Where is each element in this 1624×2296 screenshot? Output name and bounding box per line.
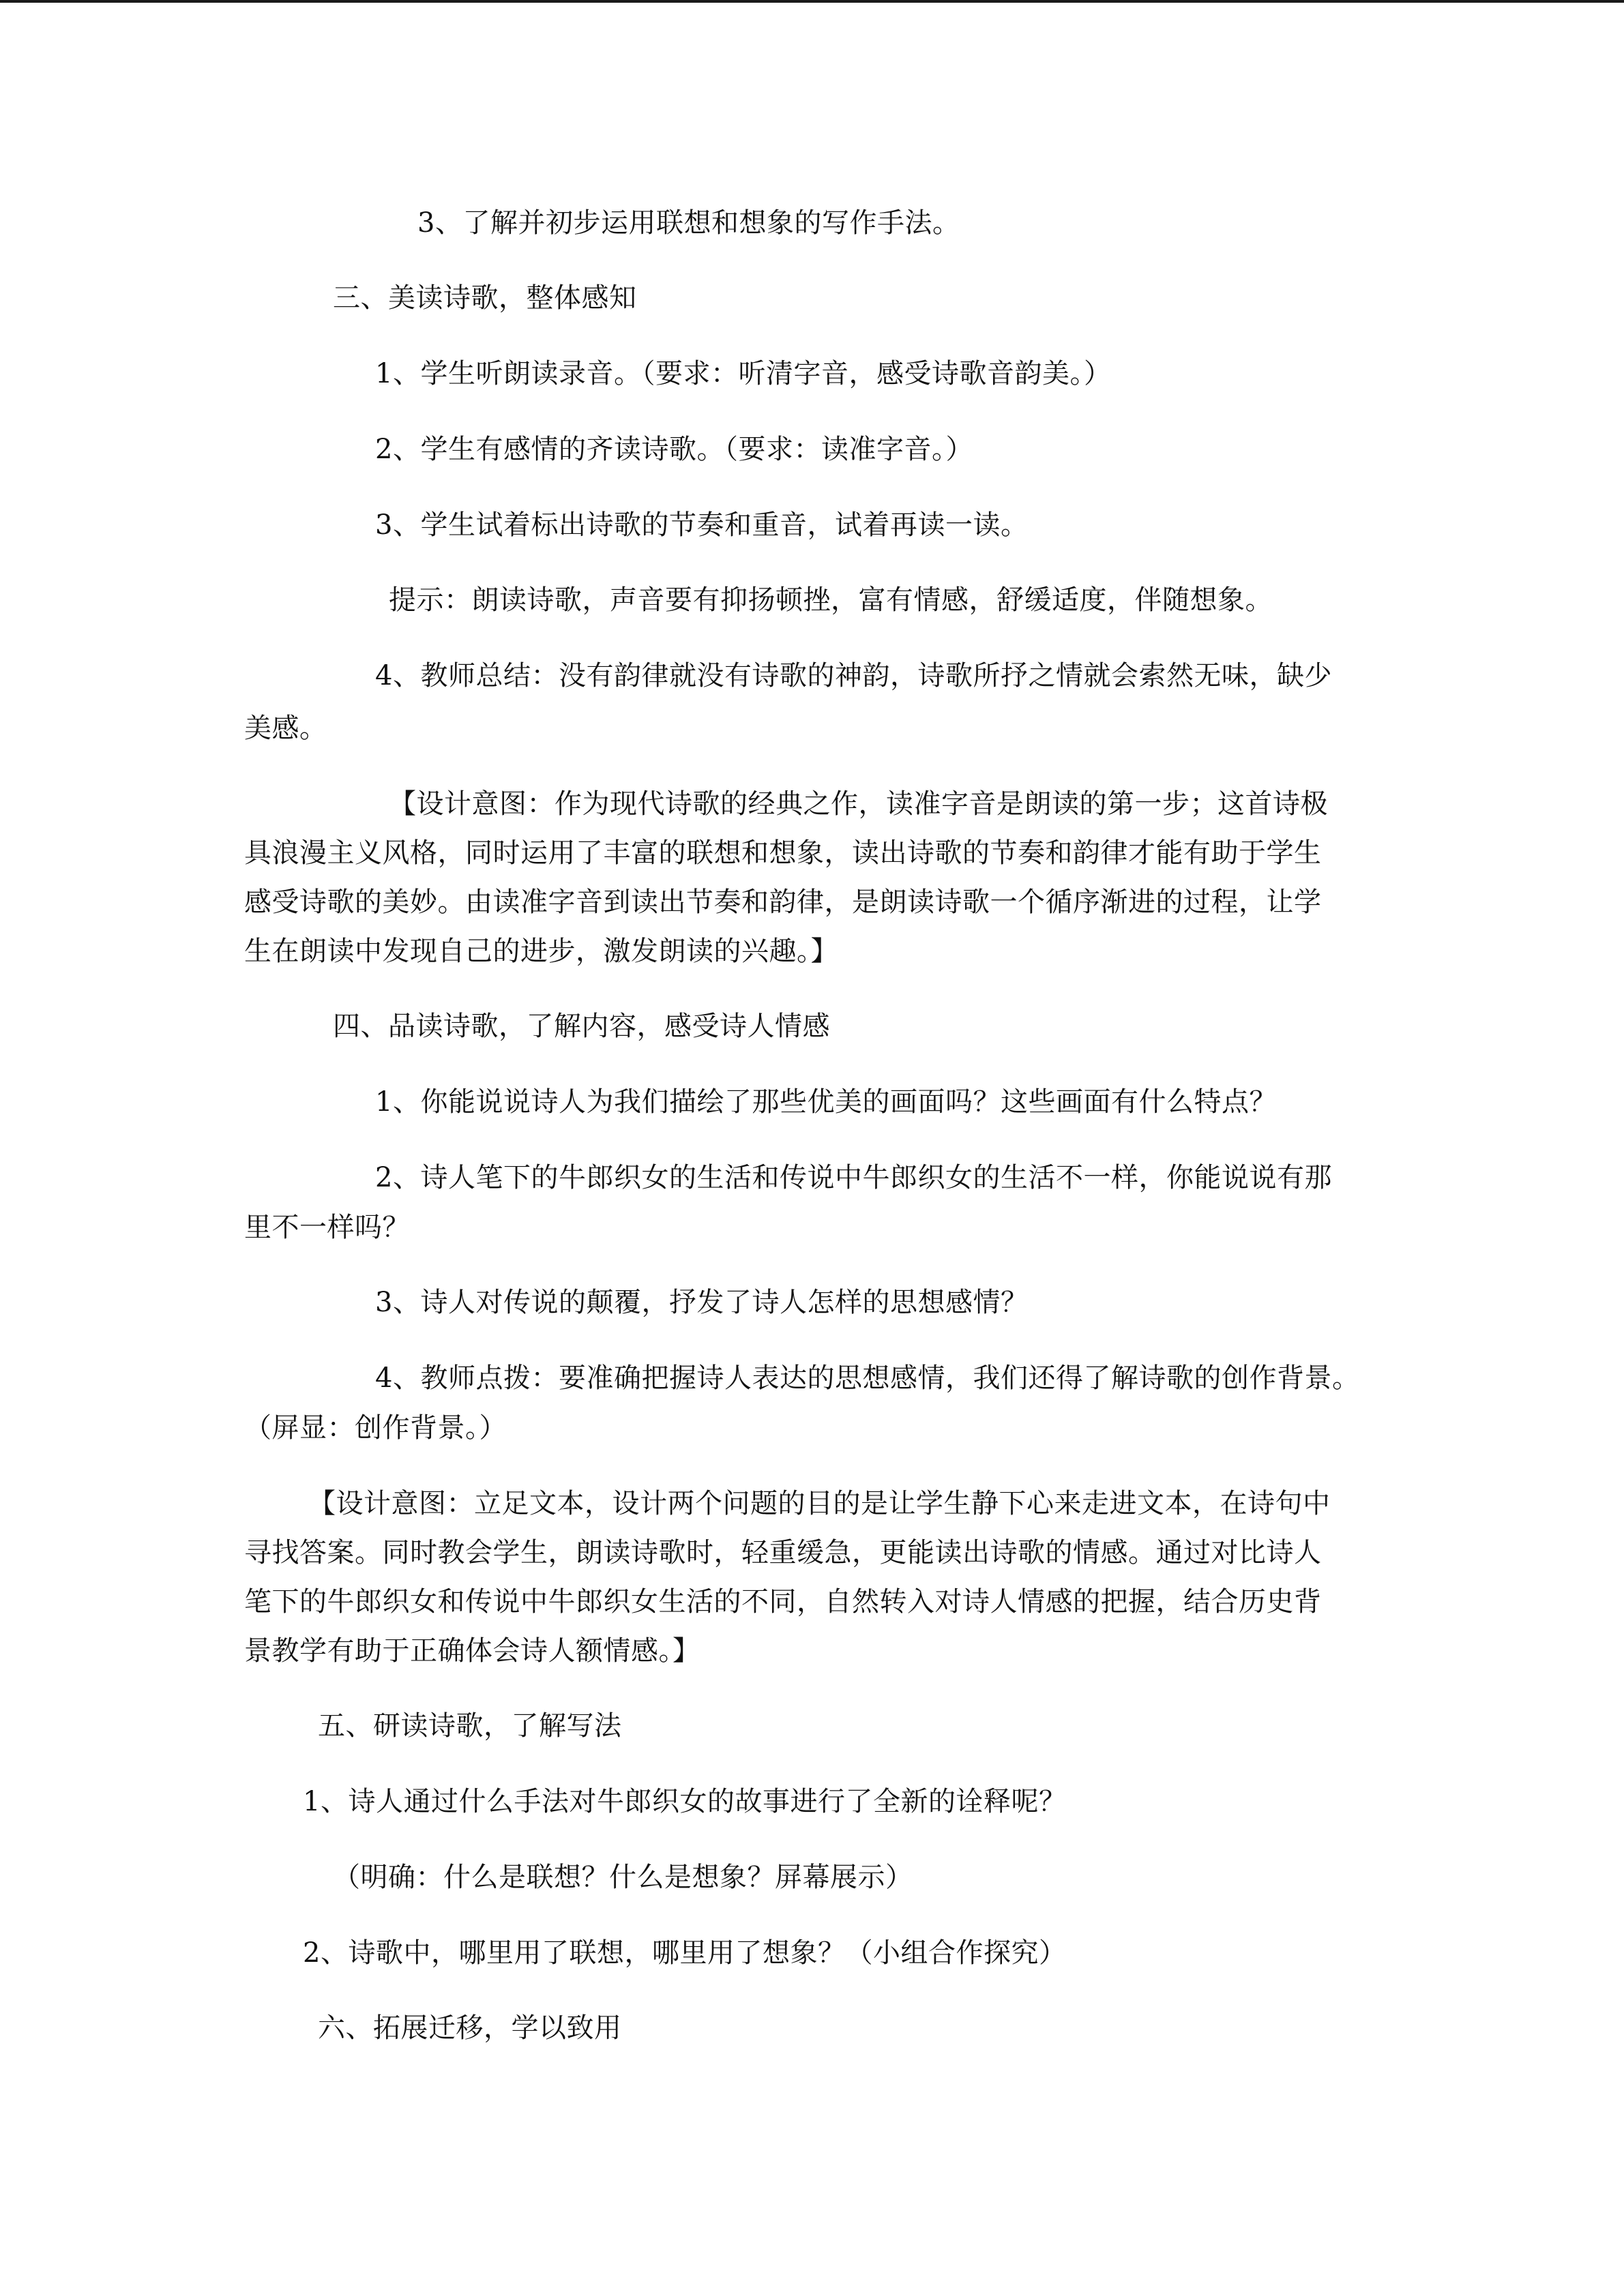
question-1: 1、你能说说诗人为我们描绘了那些优美的画面吗？这些画面有什么特点？ xyxy=(375,1086,1277,1118)
step-3-rhythm: 3、学生试着标出诗歌的节奏和重音，试着再读一读。 xyxy=(375,509,1029,541)
question-2-line-2: 里不一样吗？ xyxy=(244,1212,410,1243)
page-top-border xyxy=(0,0,1624,3)
design-intent-2-line-1: 【设计意图：立足文本，设计两个问题的目的是让学生静下心来走进文本，在诗句中 xyxy=(308,1488,1331,1519)
reading-tip: 提示：朗读诗歌，声音要有抑扬顿挫，富有情感，舒缓适度，伴随想象。 xyxy=(389,584,1273,616)
section-heading-3: 三、美读诗歌，整体感知 xyxy=(333,282,637,314)
teacher-guide-line-2: （屏显：创作背景。） xyxy=(244,1412,507,1444)
section-heading-6: 六、拓展迁移，学以致用 xyxy=(318,2012,622,2044)
design-intent-1-line-4: 生在朗读中发现自己的进步，激发朗读的兴趣。】 xyxy=(244,936,838,967)
question-2-line-1: 2、诗人笔下的牛郎织女的生活和传说中牛郎织女的生活不一样，你能说说有那 xyxy=(375,1162,1332,1193)
study-note: （明确：什么是联想？什么是想象？屏幕展示） xyxy=(333,1862,913,1893)
design-intent-1-line-3: 感受诗歌的美妙。由读准字音到读出节奏和韵律，是朗读诗歌一个循序渐进的过程，让学 xyxy=(244,886,1322,918)
objective-3: 3、了解并初步运用联想和想象的写作手法。 xyxy=(417,207,960,239)
step-2-read: 2、学生有感情的齐读诗歌。（要求：读准字音。） xyxy=(375,434,973,465)
section-heading-5: 五、研读诗歌，了解写法 xyxy=(318,1710,622,1742)
study-question-1: 1、诗人通过什么手法对牛郎织女的故事进行了全新的诠释呢？ xyxy=(303,1786,1067,1817)
design-intent-2-line-3: 笔下的牛郎织女和传说中牛郎织女生活的不同，自然转入对诗人情感的把握，结合历史背 xyxy=(244,1586,1322,1617)
question-3: 3、诗人对传说的颠覆，抒发了诗人怎样的思想感情？ xyxy=(375,1287,1029,1318)
design-intent-2-line-4: 景教学有助于正确体会诗人额情感。】 xyxy=(244,1635,700,1667)
study-question-2: 2、诗歌中，哪里用了联想，哪里用了想象？（小组合作探究） xyxy=(303,1937,1067,1969)
step-1-listen: 1、学生听朗读录音。（要求：听清字音，感受诗歌音韵美。） xyxy=(375,358,1112,389)
teacher-summary-line-2: 美感。 xyxy=(244,713,327,744)
section-heading-4: 四、品读诗歌，了解内容，感受诗人情感 xyxy=(333,1011,830,1042)
teacher-summary-line-1: 4、教师总结：没有韵律就没有诗歌的神韵，诗歌所抒之情就会索然无味，缺少 xyxy=(375,660,1332,691)
design-intent-2-line-2: 寻找答案。同时教会学生，朗读诗歌时，轻重缓急，更能读出诗歌的情感。通过对比诗人 xyxy=(244,1537,1322,1568)
design-intent-1-line-2: 具浪漫主义风格，同时运用了丰富的联想和想象，读出诗歌的节奏和韵律才能有助于学生 xyxy=(244,837,1322,869)
design-intent-1-line-1: 【设计意图：作为现代诗歌的经典之作，读准字音是朗读的第一步；这首诗极 xyxy=(389,788,1328,820)
teacher-guide-line-1: 4、教师点拨：要准确把握诗人表达的思想感情，我们还得了解诗歌的创作背景。 xyxy=(375,1362,1360,1394)
